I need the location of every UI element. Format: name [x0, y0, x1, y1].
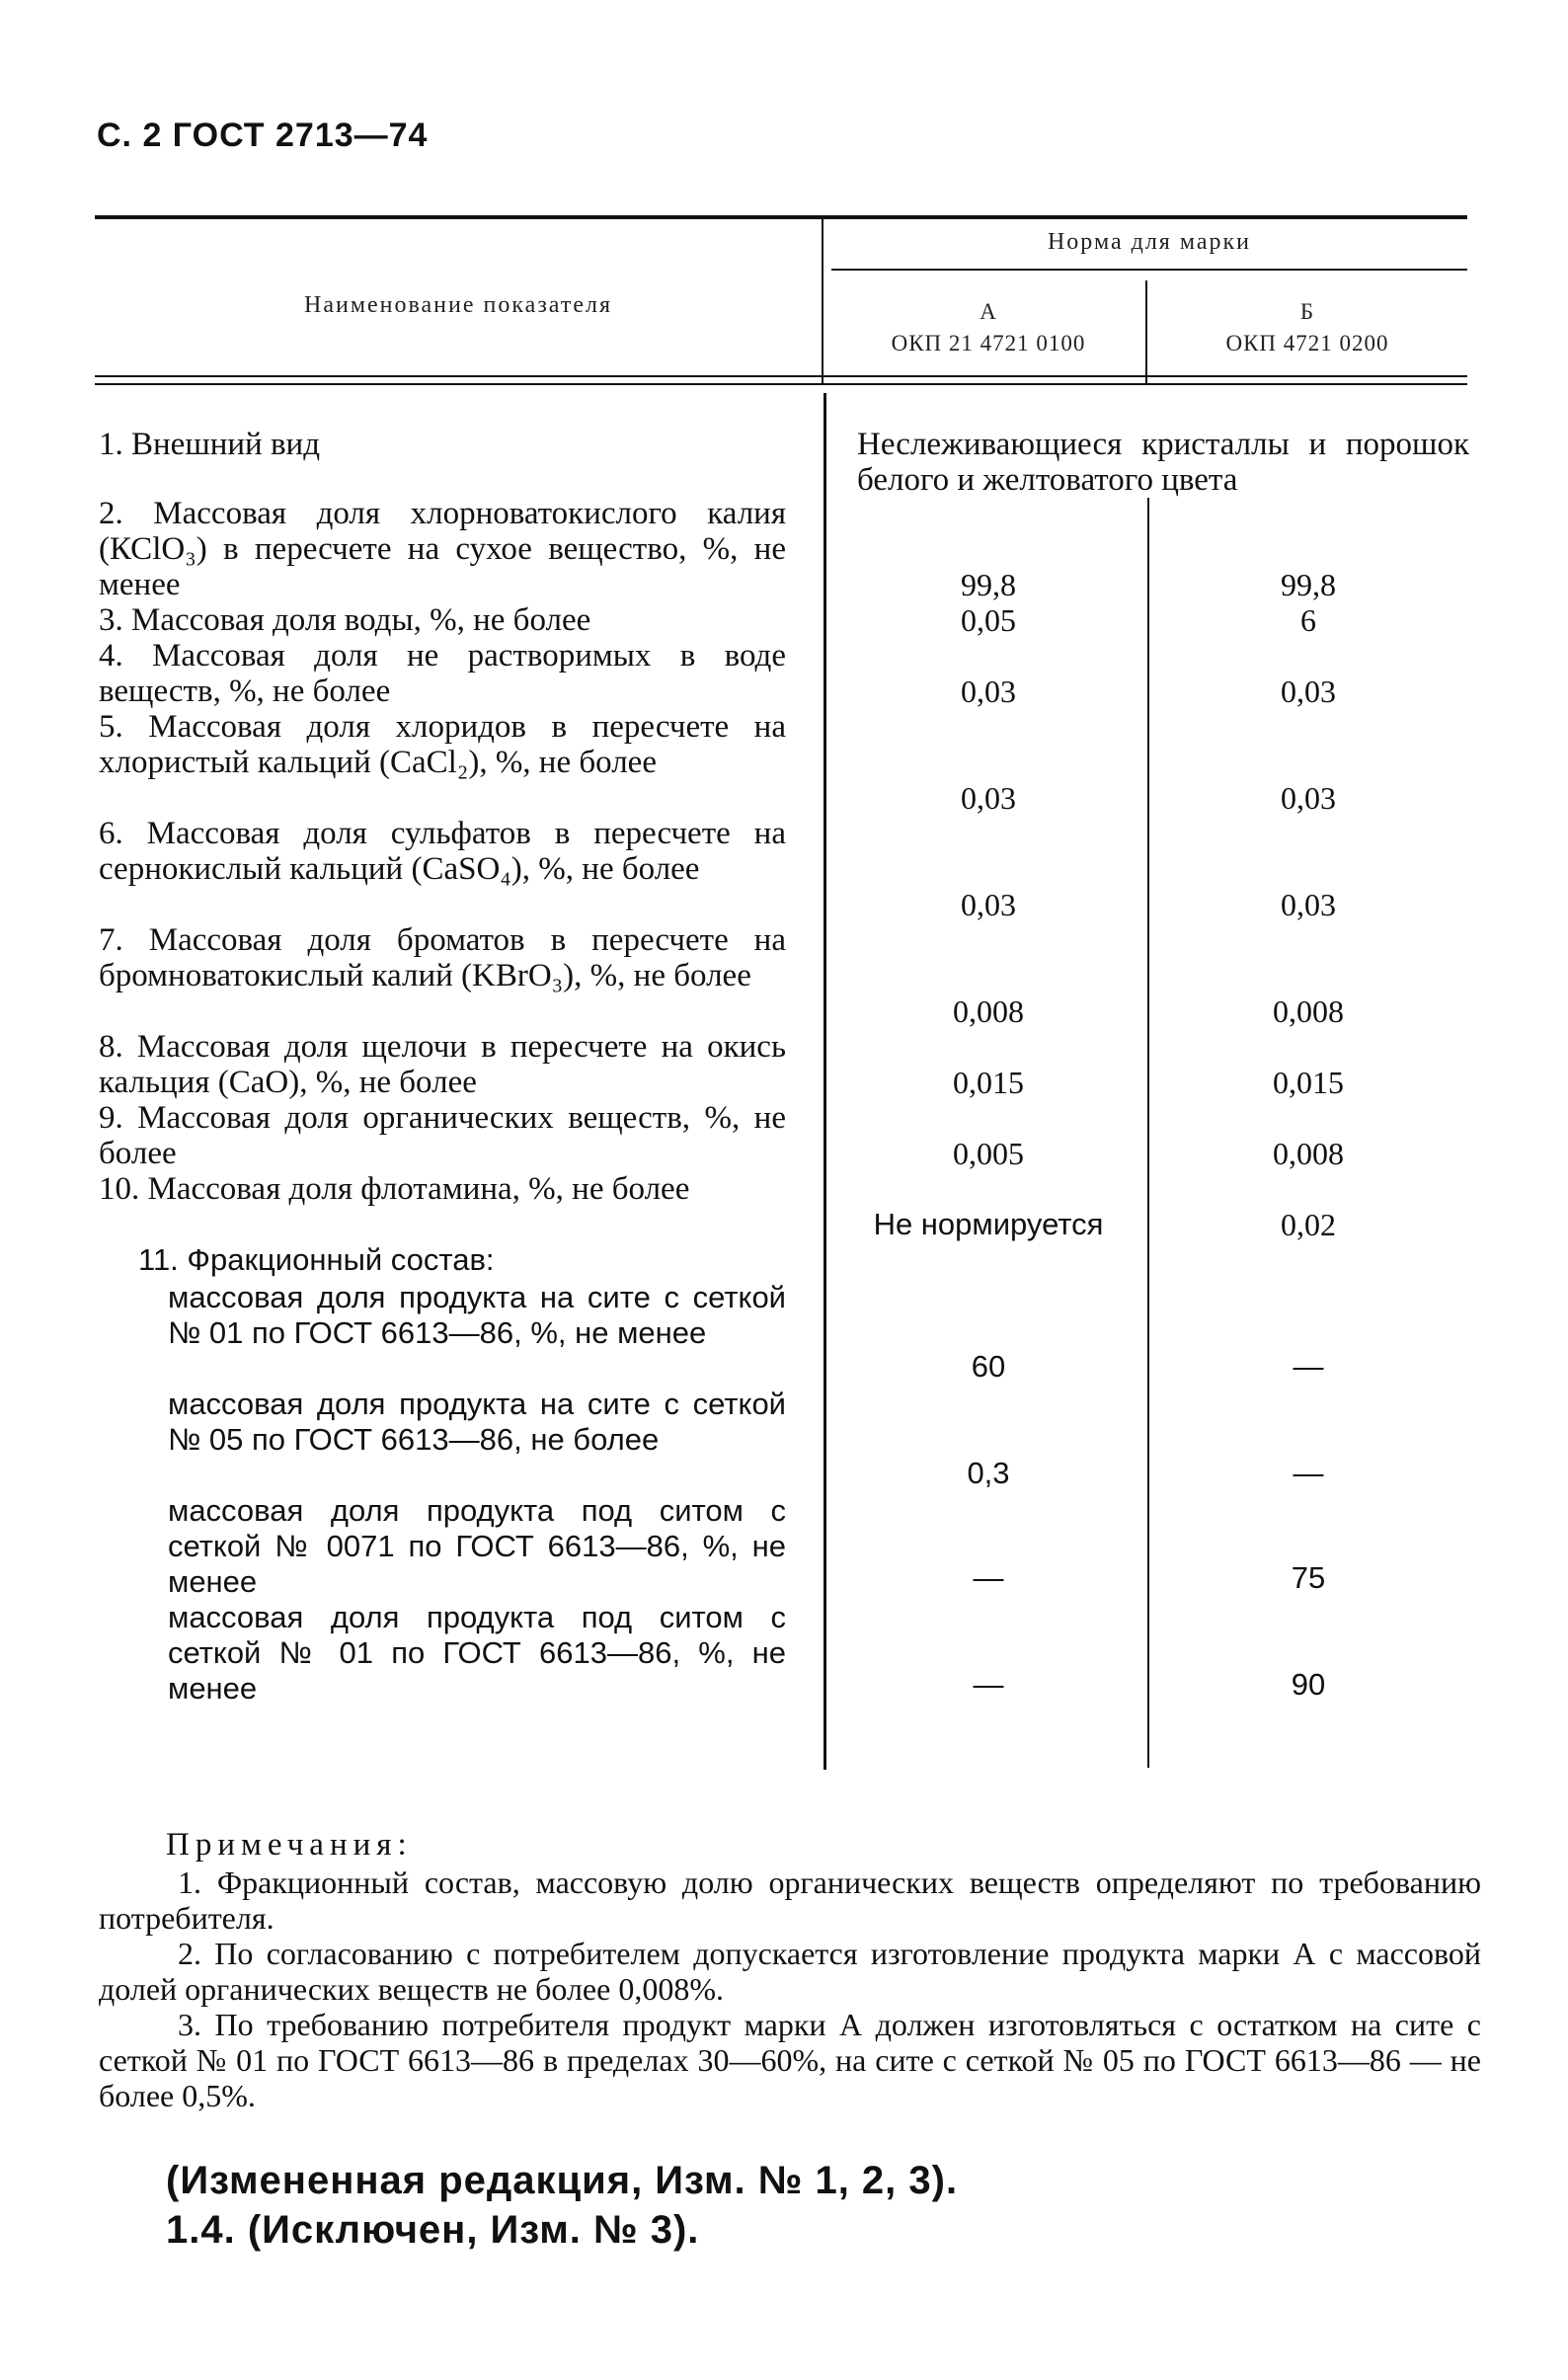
column-divider [823, 393, 826, 1770]
table-row-label: 10. Массовая доля флотамина, %, не более [99, 1171, 690, 1207]
grade-b-letter: Б [1299, 299, 1315, 324]
table-row-shared-value: Неслеживающиеся кристаллы и порошок белого и желтоватого цвета [857, 427, 1469, 498]
value-grade-a: 0,03 [961, 780, 1016, 816]
table-row-label: 8. Массовая доля щелочи в пересчете на окись кальция (СаО), %, не более [99, 1029, 786, 1100]
grade-b-okp: ОКП 4721 0200 [1225, 331, 1389, 356]
note-item: 2. По согласованию с потребителем допускается изготовление продукта марки А с массовой долей органических веществ не более 0,008%. [99, 1936, 1481, 2007]
value-grade-a: 0,015 [953, 1065, 1024, 1100]
table-row-label: 9. Массовая доля органических веществ, %, не более [99, 1100, 786, 1171]
table-row-label: массовая доля продукта на сите с сеткой № 01 по ГОСТ 6613—86, %, не менее [168, 1280, 786, 1350]
table-row-label: массовая доля продукта на сите с сеткой № 05 по ГОСТ 6613—86, не более [168, 1387, 786, 1457]
value-grade-b: 0,008 [1273, 993, 1344, 1029]
value-grade-b: 0,03 [1281, 674, 1336, 709]
note-item: 3. По требованию потребителя продукт марки А должен изготовляться с остатком на сите с сеткой № 01 по ГОСТ 6613—86 в пределах 30—60%, на сите с сеткой № 05 по ГОСТ 6613—86 — не более 0,5%. [99, 2007, 1481, 2113]
value-grade-a: 0,005 [953, 1136, 1024, 1171]
value-grade-a: 0,3 [967, 1456, 1010, 1490]
table-row-label: 3. Массовая доля воды, %, не более [99, 602, 591, 638]
value-grade-b: 99,8 [1281, 567, 1336, 602]
column-header-name: Наименование показателя [304, 292, 612, 318]
value-grade-a: — [973, 1667, 1004, 1702]
note-item: 1. Фракционный состав, массовую долю органических веществ определяют по требованию потребителя. [99, 1864, 1481, 1936]
grade-header-rule [831, 269, 1467, 271]
amendment-note: (Измененная редакция, Изм. № 1, 2, 3). [166, 2159, 959, 2202]
value-grade-a: 99,8 [961, 567, 1016, 602]
table-row-label: 1. Внешний вид [99, 427, 320, 462]
table-row-label: 5. Массовая доля хлоридов в пересчете на хлористый кальций (СаСl₂), %, не более [99, 709, 786, 780]
table-row-label: 11. Фракционный состав: [138, 1242, 495, 1277]
value-grade-b: — [1293, 1456, 1324, 1490]
value-grade-b: 0,02 [1281, 1207, 1336, 1242]
value-grade-b: — [1293, 1349, 1324, 1384]
value-grade-a: 60 [971, 1349, 1006, 1384]
value-grade-a: 0,008 [953, 993, 1024, 1029]
value-grade-b: 75 [1291, 1560, 1326, 1595]
table-row-label: 2. Массовая доля хлорноватокислого калия (КСlО₃) в пересчете на сухое вещество, %, не менее [99, 496, 786, 602]
value-grade-b: 90 [1291, 1667, 1326, 1702]
page-header: С. 2 ГОСТ 2713—74 [97, 117, 429, 154]
table-top-rule [95, 215, 1467, 219]
value-grade-b: 0,03 [1281, 780, 1336, 816]
column-header-norm: Норма для марки [1047, 229, 1252, 255]
grade-a-okp: ОКП 21 4721 0100 [891, 331, 1086, 356]
amendment-note: 1.4. (Исключен, Изм. № 3). [166, 2208, 700, 2252]
column-header-grade-a [831, 296, 1145, 359]
value-grade-a: — [973, 1560, 1004, 1595]
column-divider [822, 219, 823, 383]
table-row-label: 7. Массовая доля броматов в пересчете на бромноватокислый калий (KBrO₃), %, не более [99, 922, 786, 993]
table-row-label: 6. Массовая доля сульфатов в пересчете на сернокислый кальций (CaSO₄), %, не более [99, 816, 786, 887]
header-bottom-rule [95, 375, 1467, 377]
value-grade-a: 0,05 [961, 602, 1016, 638]
value-grade-b: 6 [1300, 602, 1316, 638]
grade-a-letter: А [980, 299, 997, 324]
value-grade-a: 0,03 [961, 674, 1016, 709]
value-grade-a: Не нормируется [873, 1207, 1104, 1241]
value-grade-b: 0,03 [1281, 887, 1336, 922]
header-bottom-rule-2 [95, 383, 1467, 385]
table-row-label: массовая доля продукта под ситом с сеткой № 01 по ГОСТ 6613—86, %, не менее [168, 1600, 786, 1706]
column-header-grade-b [1147, 296, 1467, 359]
value-grade-a: 0,03 [961, 887, 1016, 922]
value-grade-b: 0,008 [1273, 1136, 1344, 1171]
table-row-label: массовая доля продукта под ситом с сеткой № 0071 по ГОСТ 6613—86, %, не менее [168, 1493, 786, 1599]
value-grade-b: 0,015 [1273, 1065, 1344, 1100]
table-row-label: 4. Массовая доля не растворимых в воде веществ, %, не более [99, 638, 786, 709]
notes-title: Примечания: [166, 1827, 413, 1863]
